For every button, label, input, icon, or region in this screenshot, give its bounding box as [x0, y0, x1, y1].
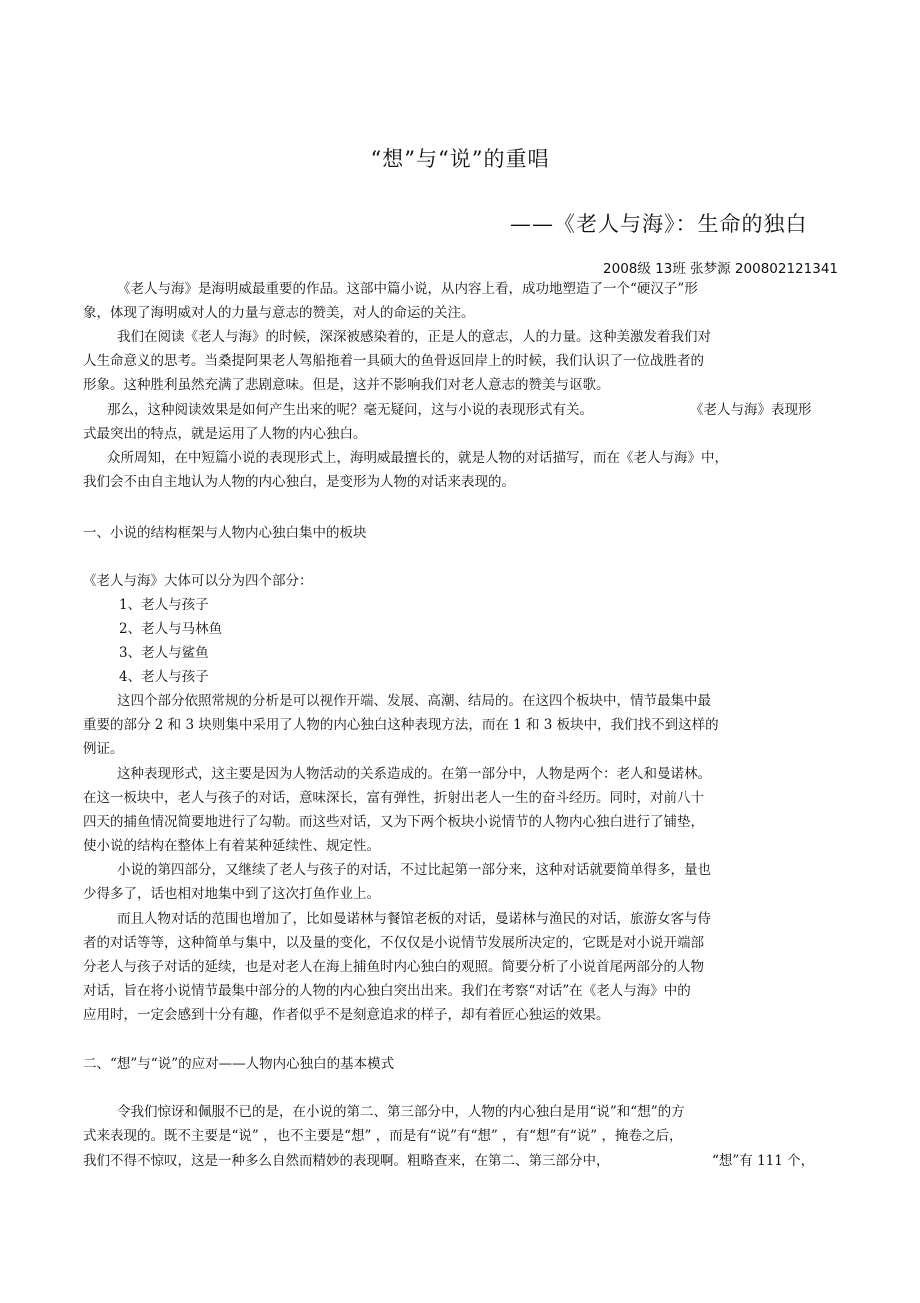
- section-heading: 一、小说的结构框架与人物内心独白集中的板块: [83, 525, 367, 541]
- paragraph-line: 我们不得不惊叹，这是一种多么自然而精妙的表现啊。粗略查来，在第二、第三部分中，: [83, 1153, 610, 1169]
- paragraph-line: 这四个部分依照常规的分析是可以视作开端、发展、高潮、结局的。在这四个板块中，情节最集中最: [117, 693, 711, 709]
- paragraph-line: 那么，这种阅读效果是如何产生出来的呢？毫无疑问，这与小说的表现形式有关。: [107, 402, 593, 418]
- paragraph-line: 使小说的结构在整体上有着某种延续性、规定性。: [83, 838, 380, 854]
- paragraph-line: 形象。这种胜利虽然充满了悲剧意味。但是，这并不影响我们对老人意志的赞美与讴歌。: [83, 377, 610, 393]
- list-item: 3、老人与鲨鱼: [119, 645, 209, 661]
- paragraph-line: 应用时，一定会感到十分有趣，作者似乎不是刻意追求的样子，却有着匠心独运的效果。: [83, 1007, 610, 1023]
- paragraph-line: 而且人物对话的范围也增加了，比如曼诺林与餐馆老板的对话，曼诺林与渔民的对话，旅游女客与侍: [117, 911, 711, 927]
- author-line: 2008级 13班 张梦源 200802121341: [603, 261, 838, 277]
- paragraph-line: 《老人与海》是海明威最重要的作品。这部中篇小说，从内容上看，成功地塑造了一个“硬汉子”形: [117, 281, 698, 297]
- paragraph-line: 分老人与孩子对话的延续，也是对老人在海上捕鱼时内心独白的观照。简要分析了小说首尾两部分的人物: [83, 959, 704, 975]
- list-item: 4、老人与孩子: [119, 669, 209, 685]
- list-item: 2、老人与马林鱼: [119, 621, 223, 637]
- paragraph-line: 这种表现形式，这主要是因为人物活动的关系造成的。在第一部分中，人物是两个：老人和曼诺林。: [117, 766, 711, 782]
- paragraph-line: 人生命意义的思考。当桑提阿果老人驾船拖着一具硕大的鱼骨返回岸上的时候，我们认识了一位战胜者的: [83, 353, 704, 369]
- paragraph-line: 例证。: [83, 741, 124, 757]
- paragraph-line: 四天的捕鱼情况简要地进行了勾勒。而这些对话，又为下两个板块小说情节的人物内心独白进行了铺垫，: [83, 814, 704, 830]
- section-heading: 二、“想”与“说”的应对——人物内心独白的基本模式: [83, 1056, 395, 1072]
- list-item: 1、老人与孩子: [119, 597, 209, 613]
- paragraph-line: 重要的部分 2 和 3 块则集中采用了人物的内心独白这种表现方法，而在 1 和 3 板块中，我们找不到这样的: [83, 717, 719, 733]
- paragraph-line: 我们在阅读《老人与海》的时候，深深被感染着的，正是人的意志，人的力量。这种美激发着我们对: [117, 329, 711, 345]
- paragraph-line: 《老人与海》大体可以分为四个部分：: [83, 573, 313, 589]
- paragraph-line: 式来表现的。既不主要是“说” ，也不主要是“想” ，而是有“说”有“想” ，有“想”有“说” ，掩卷之后，: [83, 1128, 683, 1144]
- page-subtitle: ——《老人与海》：生命的独白: [510, 212, 808, 236]
- paragraph-line: 式最突出的特点，就是运用了人物的内心独白。: [83, 426, 367, 442]
- paragraph-line: 众所周知，在中短篇小说的表现形式上，海明威最擅长的，就是人物的对话描写，而在《老人与海》中，: [107, 450, 728, 466]
- paragraph-line: 《老人与海》表现形: [690, 402, 812, 418]
- paragraph-line: 小说的第四部分，又继续了老人与孩子的对话，不过比起第一部分来，这种对话就要简单得多，量也: [117, 862, 711, 878]
- paragraph-line: 我们会不由自主地认为人物的内心独白，是变形为人物的对话来表现的。: [83, 474, 515, 490]
- paragraph-line: 者的对话等等，这种简单与集中，以及量的变化，不仅仅是小说情节发展所决定的，它既是对小说开端部: [83, 935, 704, 951]
- paragraph-line: 少得多了，话也相对地集中到了这次打鱼作业上。: [83, 886, 380, 902]
- paragraph-line: 对话，旨在将小说情节最集中部分的人物的内心独白突出出来。我们在考察“对话”在《老人与海》中的: [83, 983, 691, 999]
- page-title: “想”与“说”的重唱: [370, 147, 550, 171]
- paragraph-line: 象，体现了海明威对人的力量与意志的赞美，对人的命运的关注。: [83, 305, 475, 321]
- paragraph-line: 令我们惊讶和佩服不已的是，在小说的第二、第三部分中，人物的内心独白是用“说”和“想”的方: [117, 1104, 685, 1120]
- paragraph-line: 在这一板块中，老人与孩子的对话，意味深长，富有弹性，折射出老人一生的奋斗经历。同时，对前八十: [83, 790, 704, 806]
- paragraph-line: “想”有 111 个，: [712, 1153, 815, 1169]
